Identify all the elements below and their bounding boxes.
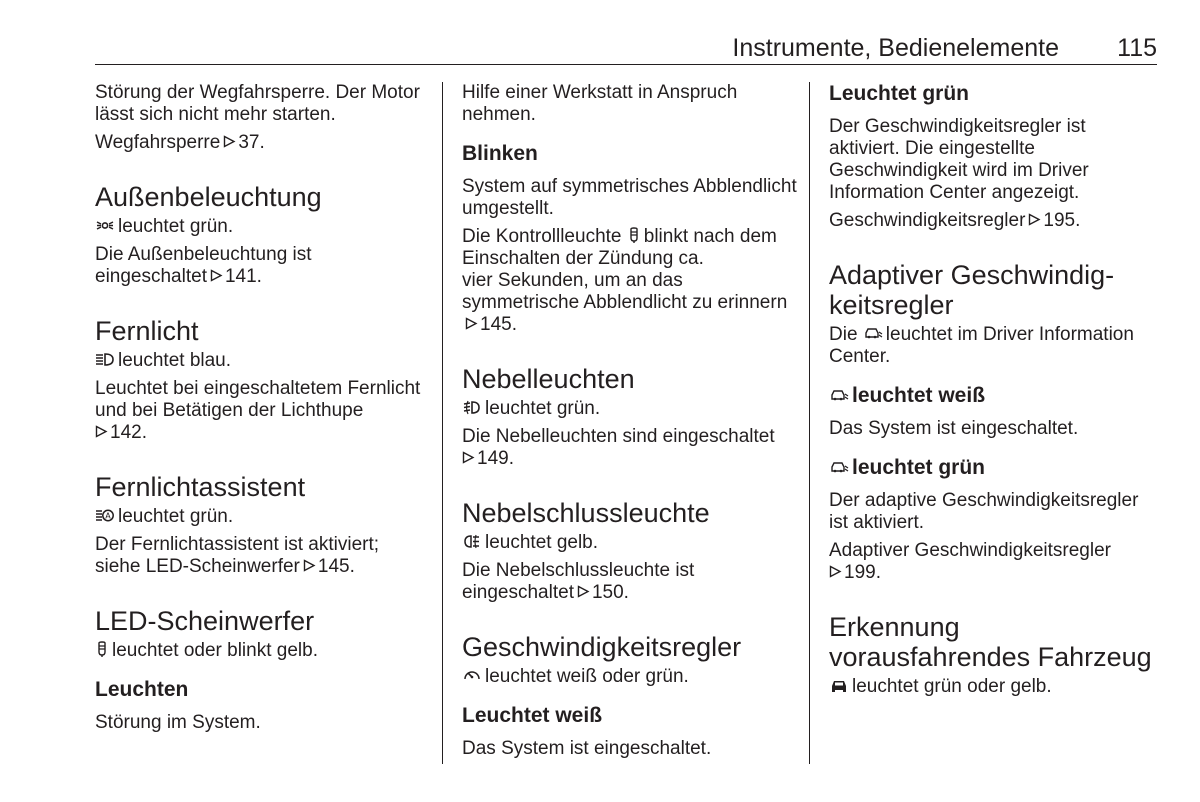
heading-erkennung: Erkennung vorausfahrendes Fahrzeug: [829, 612, 1152, 672]
status-text: leuchtet oder blinkt gelb.: [112, 640, 318, 661]
paragraph: [462, 666, 797, 688]
adaptive-cruise-icon: [863, 325, 883, 342]
description: Leuchtet bei eingeschaltetem Fernlicht und bei Betätigen der Lichthupe: [95, 378, 421, 421]
vehicle-ahead-icon: [829, 677, 849, 694]
paragraph: Das System ist eingeschaltet.: [829, 418, 1079, 439]
high-beam-assist-icon: [95, 507, 115, 524]
heading-leuchtet-gruen: Leuchtet grün: [829, 82, 969, 105]
high-beam-icon: [95, 351, 115, 368]
paragraph: [462, 398, 797, 420]
ref-page[interactable]: 150.: [591, 582, 629, 603]
exterior-light-icon: [95, 217, 115, 234]
paragraph: Der adaptive Geschwindigkeitsregler ist aktiviert.: [829, 490, 1139, 533]
paragraph: [829, 210, 1159, 232]
column-right: [829, 82, 1159, 704]
heading-fernlicht: Fernlicht: [95, 316, 199, 346]
column-middle: [462, 82, 797, 766]
ref-page[interactable]: 149.: [477, 448, 514, 469]
description: Die Außenbeleuchtung ist eingeschaltet: [95, 244, 312, 287]
page-header: [95, 32, 1157, 64]
heading-leuchten: Leuchten: [95, 678, 189, 701]
paragraph: Das System ist eingeschaltet.: [462, 738, 712, 759]
heading-text: leuchtet grün: [852, 456, 986, 479]
paragraph: [95, 216, 425, 238]
page-reference-icon: [95, 425, 108, 438]
page-reference-icon: [577, 585, 590, 598]
description: Der Fernlichtassistent ist aktiviert; siehe LED-Scheinwerfer: [95, 534, 380, 577]
paragraph: Störung im System.: [95, 712, 261, 733]
description: blinkt nach dem Einschalten der Zündung ca.: [462, 226, 777, 269]
page-reference-icon: [829, 565, 842, 578]
page-reference-icon: [210, 269, 223, 282]
status-text: leuchtet grün.: [118, 506, 234, 527]
paragraph: [829, 676, 1159, 698]
adaptive-cruise-icon: [829, 459, 849, 476]
paragraph: [462, 226, 797, 270]
column-divider: [442, 82, 443, 764]
heading-aussenbeleuchtung: Außenbeleuchtung: [95, 182, 322, 212]
page-reference-icon: [465, 317, 478, 330]
ref-page[interactable]: 37.: [238, 132, 265, 153]
heading-nebelleuchten: Nebelleuchten: [462, 364, 635, 394]
paragraph: [95, 244, 425, 288]
heading-acc-weiss: [829, 384, 1159, 408]
ref-page[interactable]: 142.: [110, 422, 147, 443]
status-text: leuchtet gelb.: [485, 532, 599, 553]
ref-page[interactable]: 141.: [224, 266, 262, 287]
page-reference-icon: [303, 559, 316, 572]
ref-page[interactable]: 145.: [480, 314, 517, 335]
paragraph: System auf symmetrisches Abblendlicht umgestellt.: [462, 176, 797, 219]
rear-fog-light-icon: [462, 533, 482, 550]
paragraph: [462, 532, 797, 554]
cruise-control-icon: [462, 667, 482, 684]
status-text: leuchtet weiß oder grün.: [485, 666, 689, 687]
heading-leuchtet-weiss: Leuchtet weiß: [462, 704, 603, 727]
headlight-fault-icon: [627, 227, 641, 244]
ref-text: Geschwindigkeitsregler: [829, 210, 1026, 231]
status-text: leuchtet grün oder gelb.: [852, 676, 1052, 697]
heading-led-scheinwerfer: LED-Scheinwerfer: [95, 606, 315, 636]
heading-adaptiver-geschwindigkeitsregler: Adaptiver Geschwindig- keitsregler: [829, 260, 1115, 320]
heading-text: leuchtet weiß: [852, 384, 986, 407]
paragraph: [95, 640, 425, 662]
column-left: [95, 82, 425, 740]
paragraph: [95, 378, 425, 444]
description: Die Nebelleuchten sind eingeschaltet: [462, 426, 775, 447]
paragraph: [462, 270, 797, 336]
header-divider: [95, 64, 1157, 65]
ref-page[interactable]: 199.: [844, 562, 881, 583]
description: Die Kontrollleuchte: [462, 226, 622, 247]
description: vier Sekunden, um an das symmetrische Abblendlicht zu erinnern: [462, 270, 788, 313]
fog-light-icon: [462, 399, 482, 416]
ref-text: Wegfahrsperre: [95, 132, 221, 153]
page-reference-icon: [223, 135, 236, 148]
column-divider: [809, 82, 810, 764]
headlight-fault-icon: [95, 641, 109, 658]
heading-geschwindigkeitsregler: Geschwindigkeitsregler: [462, 632, 742, 662]
page-reference-icon: [462, 451, 475, 464]
heading-fernlichtassistent: Fernlichtassistent: [95, 472, 306, 502]
paragraph: [462, 560, 797, 604]
paragraph: [829, 540, 1159, 584]
paragraph: [95, 506, 425, 528]
paragraph: Der Geschwindigkeitsregler ist aktiviert. Die eingestellte Geschwindigkeit wird im Driver Information Center angezeigt.: [829, 116, 1089, 203]
paragraph: [95, 534, 425, 578]
heading-nebelschlussleuchte: Nebelschlussleuchte: [462, 498, 710, 528]
paragraph: Störung der Wegfahrsperre. Der Motor lässt sich nicht mehr starten.: [95, 82, 420, 125]
paragraph: [829, 324, 1159, 368]
status-text: leuchtet blau.: [118, 350, 232, 371]
paragraph: [95, 350, 425, 372]
ref-page[interactable]: 145.: [317, 556, 355, 577]
ref-text: Adaptiver Geschwindigkeitsregler: [829, 540, 1111, 561]
heading-acc-gruen: [829, 456, 1159, 480]
paragraph: Hilfe einer Werkstatt in Anspruch nehmen.: [462, 82, 738, 125]
ref-page[interactable]: 195.: [1043, 210, 1081, 231]
heading-blinken: Blinken: [462, 142, 538, 165]
status-text: leuchtet grün.: [118, 216, 234, 237]
status-text: leuchtet grün.: [485, 398, 601, 419]
svg-text:A: A: [105, 511, 111, 521]
section-title: Instrumente, Bedienelemente: [732, 34, 1059, 62]
paragraph: [462, 426, 797, 470]
adaptive-cruise-icon: [829, 387, 849, 404]
paragraph: [95, 132, 425, 154]
page-reference-icon: [1028, 213, 1041, 226]
description: leuchtet im Driver Information Center.: [829, 324, 1134, 367]
page-number: 115: [1117, 34, 1157, 62]
description: Die Nebelschlussleuchte ist eingeschaltet: [462, 560, 695, 603]
description: Die: [829, 324, 858, 345]
